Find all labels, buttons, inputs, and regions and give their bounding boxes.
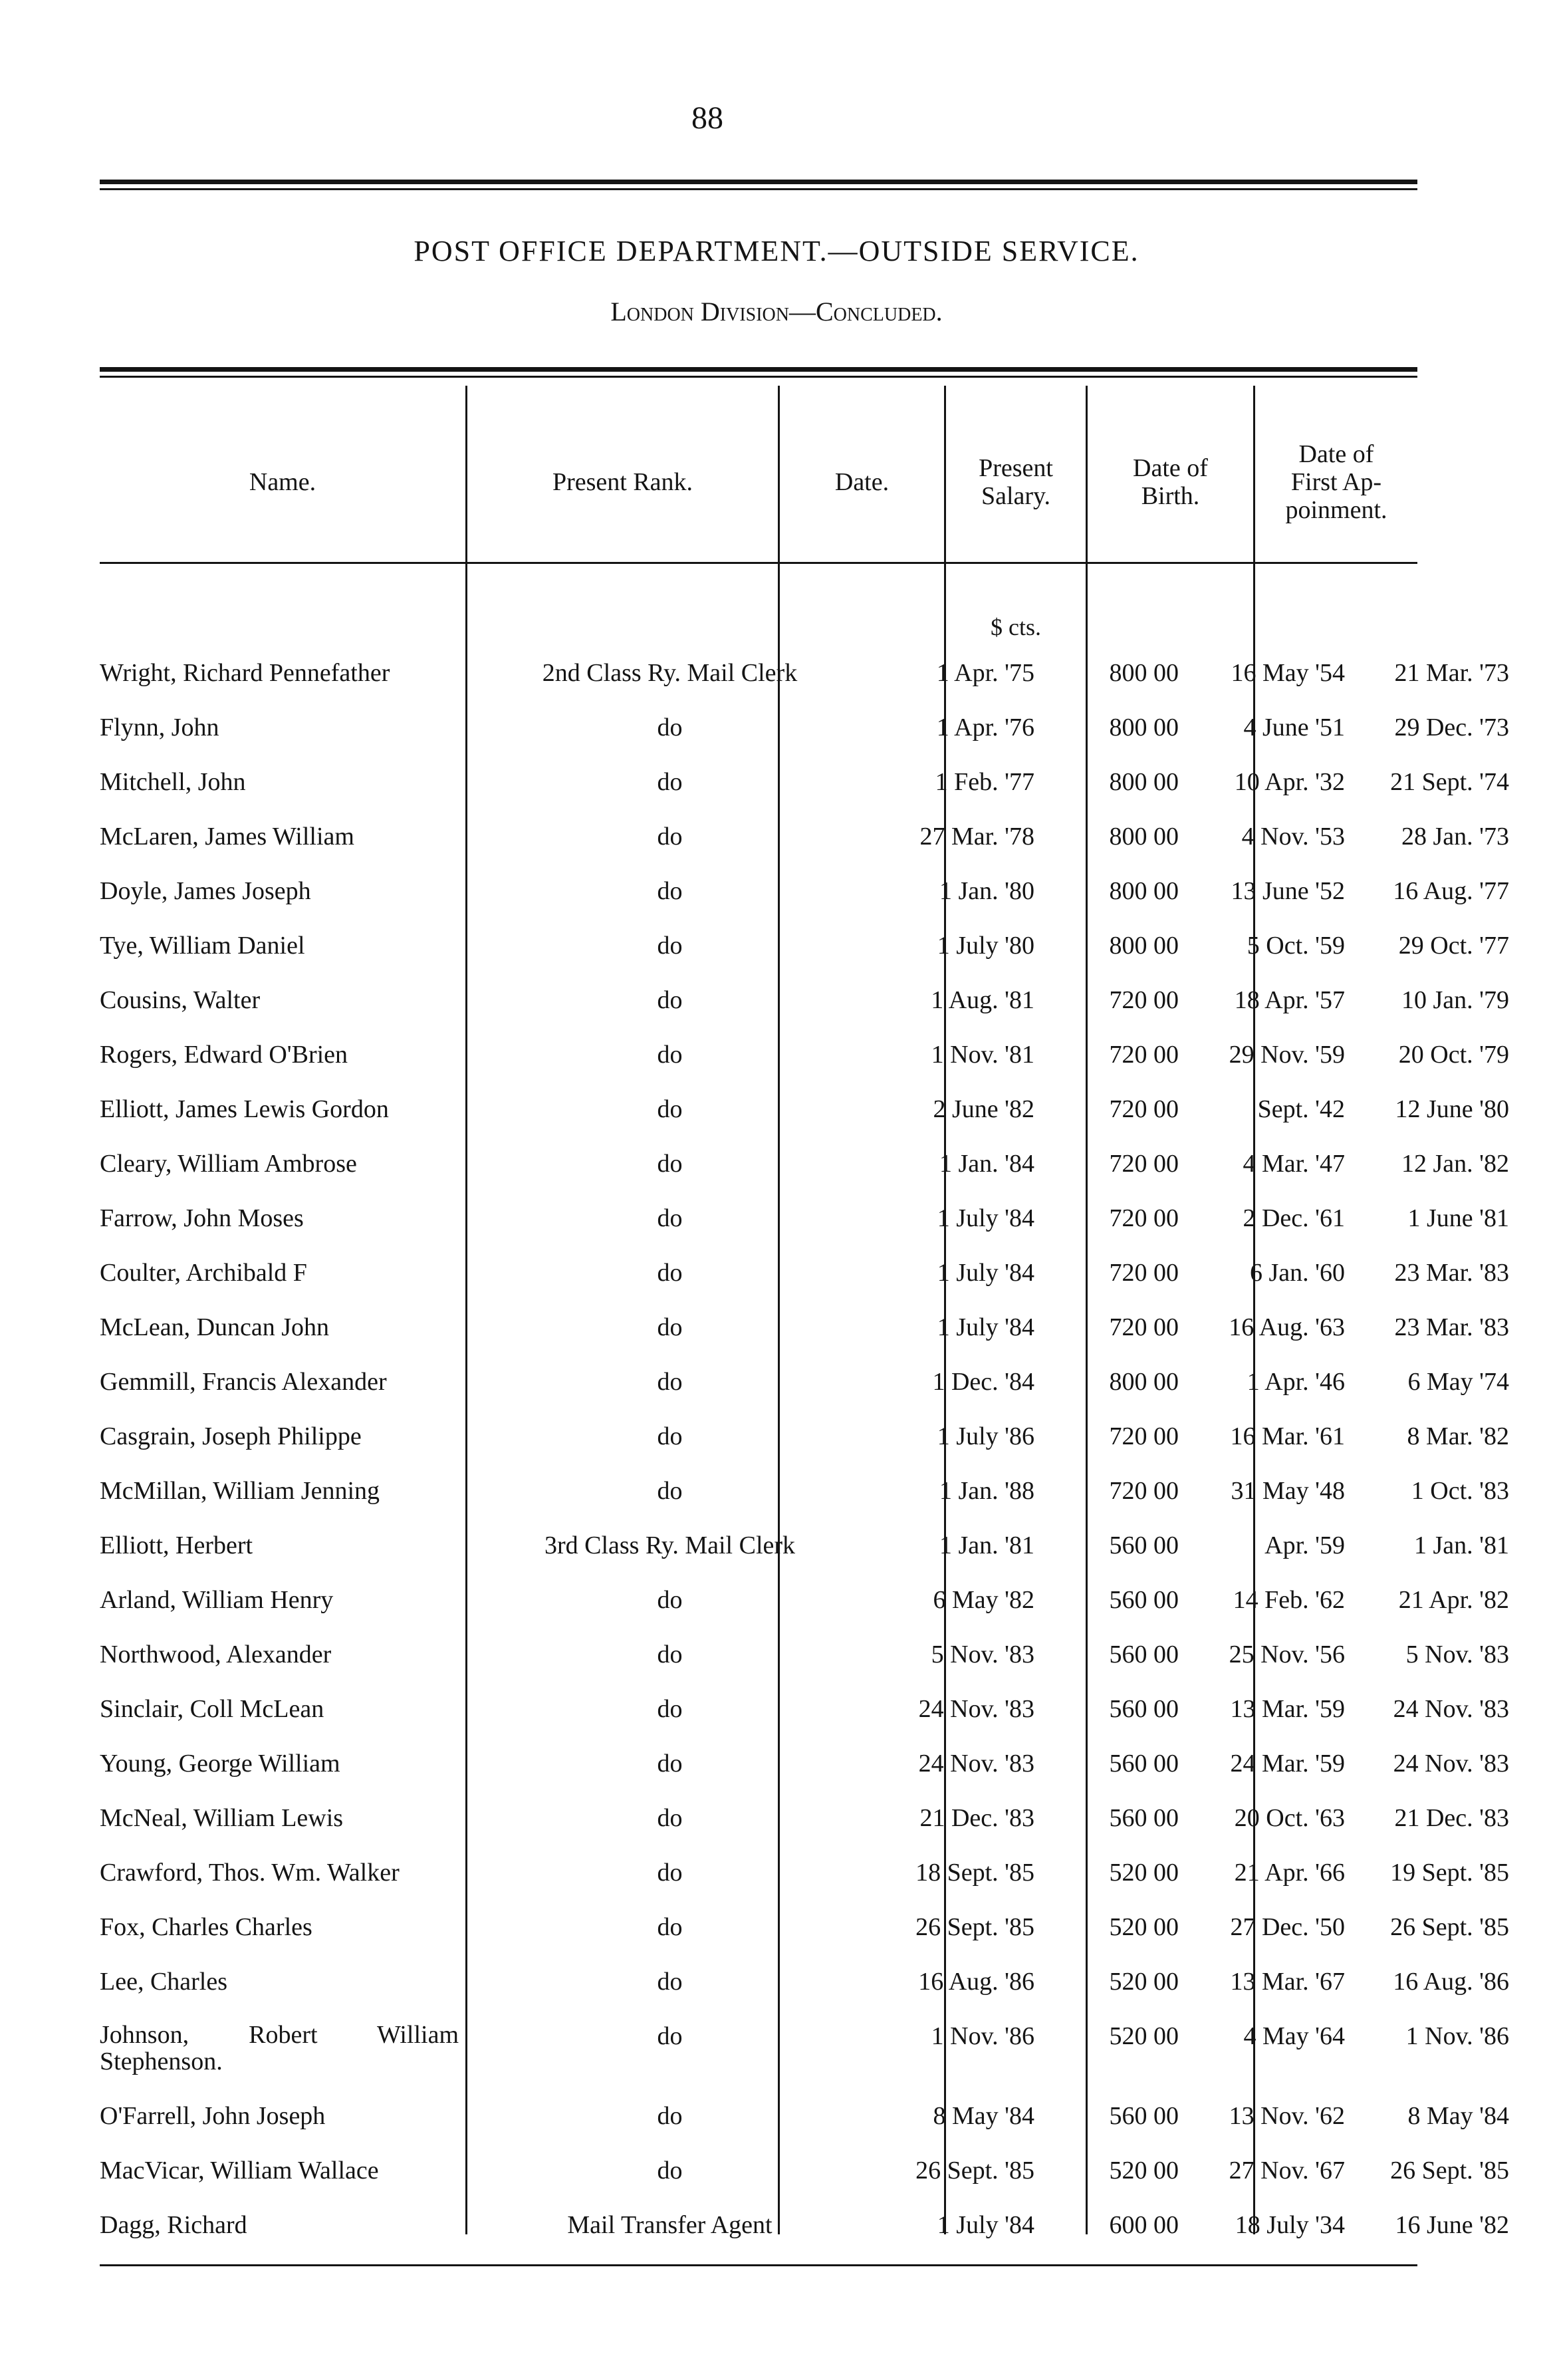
cell-appointed: 26 Sept. '85: [1390, 1913, 1509, 1941]
table-row: [100, 1476, 1509, 1530]
table-row: [100, 2101, 1509, 2155]
cell-birth: 2 Dec. '61: [1243, 1204, 1345, 1232]
cell-appointed: 5 Nov. '83: [1405, 1641, 1509, 1668]
cell-birth: 16 Aug. '63: [1229, 1313, 1345, 1341]
cell-date: 26 Sept. '85: [915, 1913, 1034, 1941]
cell-name: Northwood, Alexander: [100, 1641, 332, 1668]
table-row: [100, 767, 1509, 821]
cell-date: 27 Mar. '78: [919, 823, 1034, 851]
cell-salary: 800 00: [1109, 714, 1179, 741]
cell-appointed: 1 Nov. '86: [1405, 2022, 1509, 2050]
cell-name: Cousins, Walter: [100, 986, 261, 1014]
cell-rank: do: [657, 1368, 683, 1396]
cell-birth: 18 July '34: [1235, 2211, 1345, 2239]
cell-name: Sinclair, Coll McLean: [100, 1695, 324, 1723]
cell-salary: 800 00: [1109, 659, 1179, 687]
table-row: [100, 1149, 1509, 1203]
cell-name: Tye, William Daniel: [100, 932, 305, 960]
cell-name: Arland, William Henry: [100, 1586, 334, 1614]
cell-birth: 1 Apr. '46: [1247, 1368, 1345, 1396]
cell-date: 1 Nov. '81: [931, 1041, 1034, 1069]
cell-name: McLean, Duncan John: [100, 1313, 330, 1341]
cell-rank: do: [657, 1641, 683, 1668]
cell-birth: 5 Oct. '59: [1247, 932, 1345, 960]
cell-name: Crawford, Thos. Wm. Walker: [100, 1859, 400, 1887]
cell-birth: 13 June '52: [1231, 877, 1345, 905]
cell-date: 1 July '84: [937, 2211, 1034, 2239]
cell-name: Farrow, John Moses: [100, 1204, 304, 1232]
cell-name: Young, George William: [100, 1750, 340, 1778]
cell-birth: 31 May '48: [1231, 1477, 1345, 1505]
cell-name: Mitchell, John: [100, 768, 246, 796]
table-row: [100, 713, 1509, 767]
header-double-rule-a: [100, 367, 1417, 372]
cell-appointed: 8 Mar. '82: [1407, 1422, 1509, 1450]
table-row: [100, 2022, 1509, 2075]
cell-appointed: 28 Jan. '73: [1401, 823, 1509, 851]
cell-salary: 720 00: [1109, 1477, 1179, 1505]
cell-rank: do: [657, 1913, 683, 1941]
cell-birth: 10 Apr. '32: [1234, 768, 1345, 796]
cell-appointed: 8 May '84: [1407, 2102, 1509, 2130]
cell-appointed: 24 Nov. '83: [1393, 1695, 1509, 1723]
cell-salary: 720 00: [1109, 986, 1179, 1014]
table-row: [100, 1095, 1509, 1148]
cell-date: 1 Apr. '75: [936, 659, 1034, 687]
cell-salary: 560 00: [1109, 1531, 1179, 1559]
table-row: [100, 2156, 1509, 2210]
table-row: [100, 1258, 1509, 1312]
cell-name: Elliott, James Lewis Gordon: [100, 1095, 389, 1123]
table-row: [100, 1967, 1509, 2021]
cell-birth: 4 June '51: [1243, 714, 1345, 741]
table-row: [100, 1640, 1509, 1694]
cell-name: Gemmill, Francis Alexander: [100, 1368, 387, 1396]
cell-rank: do: [657, 1804, 683, 1832]
page-number: 88: [691, 100, 723, 136]
table-row: [100, 1749, 1509, 1803]
cell-appointed: 19 Sept. '85: [1390, 1859, 1509, 1887]
cell-rank: do: [657, 1041, 683, 1069]
cell-appointed: 6 May '74: [1407, 1368, 1509, 1396]
cell-birth: 16 Mar. '61: [1230, 1422, 1345, 1450]
cell-salary: 520 00: [1109, 1859, 1179, 1887]
table-row: [100, 658, 1509, 712]
cell-date: 6 May '82: [933, 1586, 1034, 1614]
cell-date: 1 Feb. '77: [935, 768, 1034, 796]
cell-appointed: 16 Aug. '86: [1393, 1968, 1509, 1996]
cell-birth: 16 May '54: [1231, 659, 1345, 687]
cell-birth: 27 Nov. '67: [1229, 2157, 1345, 2184]
cell-rank: Mail Transfer Agent: [567, 2211, 773, 2239]
cell-name: Casgrain, Joseph Philippe: [100, 1422, 362, 1450]
cell-appointed: 29 Dec. '73: [1394, 714, 1509, 741]
cell-appointed: 1 June '81: [1407, 1204, 1509, 1232]
cell-birth: 25 Nov. '56: [1229, 1641, 1345, 1668]
cell-salary: 720 00: [1109, 1150, 1179, 1178]
cell-appointed: 24 Nov. '83: [1393, 1750, 1509, 1778]
cell-appointed: 16 June '82: [1395, 2211, 1509, 2239]
cell-appointed: 16 Aug. '77: [1393, 877, 1509, 905]
cell-name: Dagg, Richard: [100, 2211, 247, 2239]
cell-salary: 720 00: [1109, 1422, 1179, 1450]
cell-rank: do: [657, 932, 683, 960]
cell-date: 1 July '84: [937, 1204, 1034, 1232]
cell-rank: do: [657, 1150, 683, 1178]
table-row: [100, 1803, 1509, 1857]
table-row: [100, 1585, 1509, 1639]
table-row: [100, 2210, 1509, 2264]
cell-rank: do: [657, 1477, 683, 1505]
cell-salary: 800 00: [1109, 1368, 1179, 1396]
cell-rank: do: [657, 2022, 683, 2050]
cell-date: 21 Dec. '83: [919, 1804, 1034, 1832]
cell-salary: 800 00: [1109, 768, 1179, 796]
salary-units: $ cts.: [991, 614, 1041, 640]
cell-appointed: 12 Jan. '82: [1401, 1150, 1509, 1178]
header-salary: [946, 432, 1086, 532]
cell-date: 1 Jan. '80: [939, 877, 1034, 905]
cell-salary: 520 00: [1109, 1913, 1179, 1941]
cell-name: Rogers, Edward O'Brien: [100, 1041, 348, 1069]
header-bottom-rule: [100, 562, 1417, 564]
cell-name: McNeal, William Lewis: [100, 1804, 344, 1832]
cell-rank: do: [657, 714, 683, 741]
cell-appointed: 21 Apr. '82: [1398, 1586, 1509, 1614]
table-row: [100, 1531, 1509, 1585]
header-rank: Present Rank.: [552, 468, 693, 496]
header-appt-line3: poinment.: [1285, 496, 1387, 524]
cell-appointed: 21 Mar. '73: [1394, 659, 1509, 687]
cell-birth: 29 Nov. '59: [1229, 1041, 1345, 1069]
top-double-rule-a: [100, 180, 1417, 184]
cell-salary: 720 00: [1109, 1259, 1179, 1287]
cell-birth: 13 Mar. '67: [1230, 1968, 1345, 1996]
cell-name: Cleary, William Ambrose: [100, 1150, 357, 1178]
cell-salary: 520 00: [1109, 2022, 1179, 2050]
cell-appointed: 21 Dec. '83: [1394, 1804, 1509, 1832]
cell-salary: 520 00: [1109, 2157, 1179, 2184]
cell-salary: 560 00: [1109, 2102, 1179, 2130]
header-appt-line1: Date of: [1298, 440, 1374, 468]
cell-rank: do: [657, 877, 683, 905]
table-row: [100, 876, 1509, 930]
cell-birth: 4 Nov. '53: [1241, 823, 1345, 851]
header-birth: [1088, 432, 1253, 532]
top-double-rule-b: [100, 188, 1417, 190]
cell-date: 1 Aug. '81: [931, 986, 1034, 1014]
cell-rank: do: [657, 1422, 683, 1450]
cell-rank: do: [657, 1859, 683, 1887]
cell-birth: 21 Apr. '66: [1234, 1859, 1345, 1887]
table-row: [100, 1422, 1509, 1476]
table-row: [100, 1913, 1509, 1966]
document-subtitle: London Division—Concluded.: [610, 297, 943, 327]
cell-rank: do: [657, 1750, 683, 1778]
cell-date: 1 Jan. '81: [939, 1531, 1034, 1559]
cell-appointed: 10 Jan. '79: [1401, 986, 1509, 1014]
cell-name: Wright, Richard Pennefather: [100, 659, 390, 687]
cell-rank: 3rd Class Ry. Mail Clerk: [544, 1531, 796, 1559]
cell-date: 1 July '80: [937, 932, 1034, 960]
header-salary-line1: Present: [979, 454, 1053, 482]
cell-name: Fox, Charles Charles: [100, 1913, 312, 1941]
table-row: [100, 931, 1509, 985]
cell-name: Lee, Charles: [100, 1968, 228, 1996]
cell-appointed: 1 Jan. '81: [1413, 1531, 1509, 1559]
cell-name: MacVicar, William Wallace: [100, 2157, 379, 2184]
cell-birth: 20 Oct. '63: [1234, 1804, 1345, 1832]
header-name: Name.: [249, 468, 316, 496]
cell-birth: 13 Nov. '62: [1229, 2102, 1345, 2130]
cell-salary: 520 00: [1109, 1968, 1179, 1996]
cell-name: Doyle, James Joseph: [100, 877, 311, 905]
cell-date: 1 Jan. '84: [939, 1150, 1034, 1178]
header-date: Date.: [834, 468, 890, 496]
cell-rank: do: [657, 1204, 683, 1232]
cell-date: 1 Nov. '86: [931, 2022, 1034, 2050]
cell-date: 2 June '82: [933, 1095, 1034, 1123]
cell-rank: do: [657, 1968, 683, 1996]
cell-salary: 560 00: [1109, 1641, 1179, 1668]
cell-salary: 560 00: [1109, 1695, 1179, 1723]
header-appointment: [1255, 432, 1417, 532]
cell-name: Coulter, Archibald F: [100, 1259, 307, 1287]
cell-birth: Sept. '42: [1257, 1095, 1345, 1123]
cell-salary: 720 00: [1109, 1041, 1179, 1069]
table-row: [100, 1313, 1509, 1367]
table-row: [100, 1040, 1509, 1094]
cell-salary: 800 00: [1109, 877, 1179, 905]
cell-rank: do: [657, 1095, 683, 1123]
cell-salary: 720 00: [1109, 1095, 1179, 1123]
table-row: [100, 822, 1509, 876]
cell-rank: do: [657, 1259, 683, 1287]
cell-rank: do: [657, 986, 683, 1014]
cell-date: 18 Sept. '85: [915, 1859, 1034, 1887]
cell-date: 1 Apr. '76: [936, 714, 1034, 741]
cell-appointed: 20 Oct. '79: [1398, 1041, 1509, 1069]
cell-rank: do: [657, 2102, 683, 2130]
cell-birth: 27 Dec. '50: [1230, 1913, 1345, 1941]
cell-appointed: 29 Oct. '77: [1398, 932, 1509, 960]
cell-name: O'Farrell, John Joseph: [100, 2102, 326, 2130]
cell-date: 5 Nov. '83: [931, 1641, 1034, 1668]
cell-salary: 560 00: [1109, 1750, 1179, 1778]
table-row: [100, 1367, 1509, 1421]
cell-birth: 4 May '64: [1243, 2022, 1345, 2050]
cell-name: McLaren, James William: [100, 823, 354, 851]
cell-name: Flynn, John: [100, 714, 219, 741]
cell-salary: 800 00: [1109, 932, 1179, 960]
cell-appointed: 26 Sept. '85: [1390, 2157, 1509, 2184]
cell-date: 8 May '84: [933, 2102, 1034, 2130]
cell-salary: 720 00: [1109, 1204, 1179, 1232]
cell-salary: 800 00: [1109, 823, 1179, 851]
cell-name: Johnson, Robert William Stephenson.: [100, 2022, 459, 2075]
cell-date: 24 Nov. '83: [918, 1750, 1034, 1778]
cell-appointed: 23 Mar. '83: [1394, 1313, 1509, 1341]
bottom-rule: [100, 2264, 1417, 2266]
cell-rank: 2nd Class Ry. Mail Clerk: [542, 659, 798, 687]
cell-name: McMillan, William Jenning: [100, 1477, 380, 1505]
cell-date: 26 Sept. '85: [915, 2157, 1034, 2184]
document-title: POST OFFICE DEPARTMENT.—OUTSIDE SERVICE.: [414, 235, 1139, 267]
cell-name: Elliott, Herbert: [100, 1531, 253, 1559]
cell-rank: do: [657, 768, 683, 796]
cell-salary: 720 00: [1109, 1313, 1179, 1341]
cell-appointed: 12 June '80: [1395, 1095, 1509, 1123]
cell-date: 1 July '86: [937, 1422, 1034, 1450]
cell-birth: 6 Jan. '60: [1249, 1259, 1345, 1287]
cell-rank: do: [657, 2157, 683, 2184]
cell-date: 24 Nov. '83: [918, 1695, 1034, 1723]
cell-date: 1 Dec. '84: [932, 1368, 1034, 1396]
cell-rank: do: [657, 823, 683, 851]
table-row: [100, 1858, 1509, 1912]
cell-rank: do: [657, 1313, 683, 1341]
cell-rank: do: [657, 1695, 683, 1723]
table-row: [100, 1204, 1509, 1257]
cell-date: 1 Jan. '88: [939, 1477, 1034, 1505]
header-appt-line2: First Ap-: [1290, 468, 1382, 496]
cell-appointed: 23 Mar. '83: [1394, 1259, 1509, 1287]
cell-salary: 560 00: [1109, 1804, 1179, 1832]
cell-appointed: 21 Sept. '74: [1390, 768, 1509, 796]
header-birth-line1: Date of: [1133, 454, 1208, 482]
cell-salary: 560 00: [1109, 1586, 1179, 1614]
cell-birth: 14 Feb. '62: [1233, 1586, 1345, 1614]
cell-birth: Apr. '59: [1264, 1531, 1345, 1559]
cell-birth: 4 Mar. '47: [1243, 1150, 1345, 1178]
table-row: [100, 1694, 1509, 1748]
cell-date: 16 Aug. '86: [918, 1968, 1034, 1996]
cell-date: 1 July '84: [937, 1259, 1034, 1287]
cell-appointed: 1 Oct. '83: [1411, 1477, 1509, 1505]
cell-salary: 600 00: [1109, 2211, 1179, 2239]
cell-birth: 18 Apr. '57: [1234, 986, 1345, 1014]
table-row: [100, 986, 1509, 1039]
cell-birth: 24 Mar. '59: [1230, 1750, 1345, 1778]
cell-rank: do: [657, 1586, 683, 1614]
header-double-rule-b: [100, 376, 1417, 378]
header-birth-line2: Birth.: [1141, 482, 1200, 510]
cell-date: 1 July '84: [937, 1313, 1034, 1341]
cell-birth: 13 Mar. '59: [1230, 1695, 1345, 1723]
header-salary-line2: Salary.: [981, 482, 1051, 510]
